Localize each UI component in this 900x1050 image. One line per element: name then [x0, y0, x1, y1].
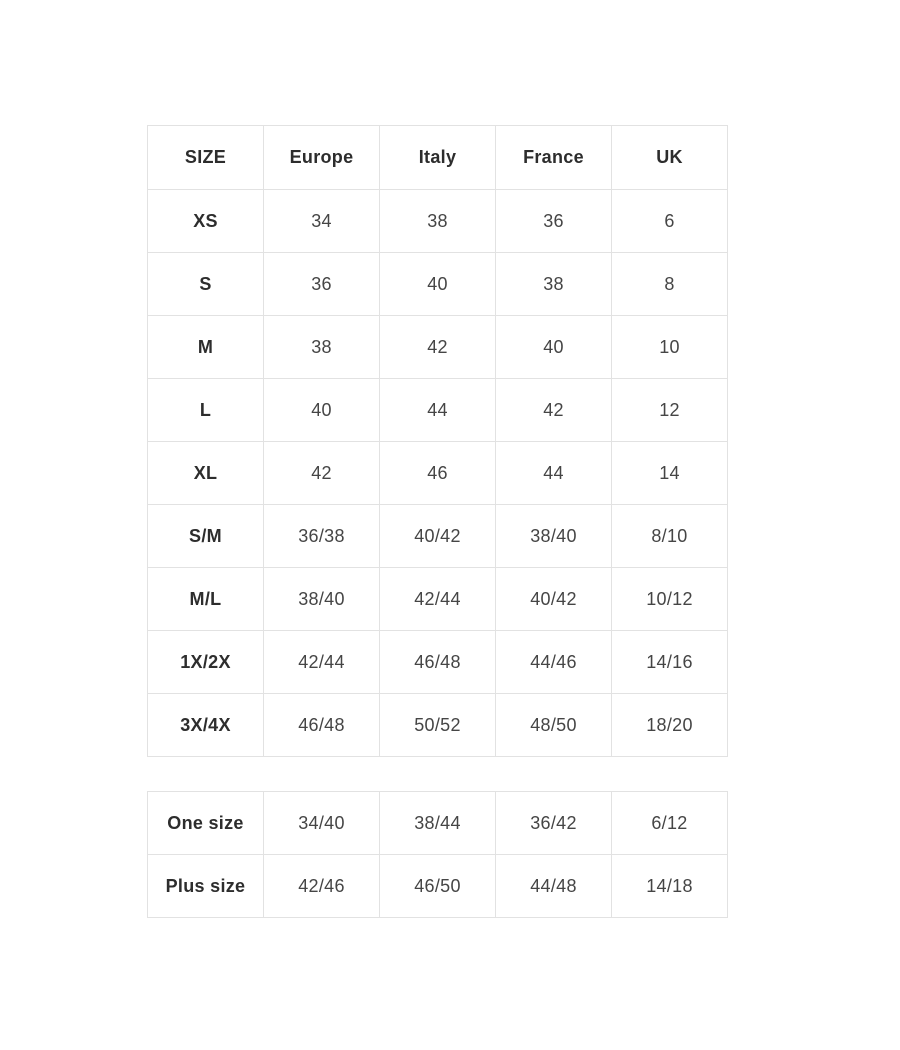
- value-cell: 40/42: [380, 505, 496, 568]
- size-label-cell: S/M: [148, 505, 264, 568]
- size-label-cell: 1X/2X: [148, 631, 264, 694]
- value-cell: 42: [496, 379, 612, 442]
- value-cell: 38: [264, 316, 380, 379]
- value-cell: 42: [380, 316, 496, 379]
- header-cell-size: SIZE: [148, 126, 264, 190]
- value-cell: 46/48: [380, 631, 496, 694]
- value-cell: 14/16: [612, 631, 728, 694]
- value-cell: 38/40: [496, 505, 612, 568]
- table-gap: [147, 757, 728, 791]
- size-row-one-size: [148, 792, 728, 855]
- value-cell: 8: [612, 253, 728, 316]
- size-row-xl: [148, 442, 728, 505]
- size-row-1x-2x: [148, 631, 728, 694]
- size-label-cell: M/L: [148, 568, 264, 631]
- value-cell: 18/20: [612, 694, 728, 757]
- header-cell-uk: UK: [612, 126, 728, 190]
- value-cell: 42/46: [264, 855, 380, 918]
- value-cell: 38: [380, 190, 496, 253]
- value-cell: 10/12: [612, 568, 728, 631]
- value-cell: 40: [496, 316, 612, 379]
- value-cell: 38/44: [380, 792, 496, 855]
- size-row-m: [148, 316, 728, 379]
- value-cell: 14/18: [612, 855, 728, 918]
- value-cell: 34: [264, 190, 380, 253]
- value-cell: 40: [264, 379, 380, 442]
- size-label-cell: S: [148, 253, 264, 316]
- value-cell: 46/48: [264, 694, 380, 757]
- value-cell: 8/10: [612, 505, 728, 568]
- size-row-xs: [148, 190, 728, 253]
- value-cell: 48/50: [496, 694, 612, 757]
- size-conversion-table: [147, 125, 728, 757]
- size-label-cell: XS: [148, 190, 264, 253]
- value-cell: 34/40: [264, 792, 380, 855]
- value-cell: 36: [264, 253, 380, 316]
- size-row-s: [148, 253, 728, 316]
- value-cell: 6/12: [612, 792, 728, 855]
- value-cell: 44/46: [496, 631, 612, 694]
- header-cell-italy: Italy: [380, 126, 496, 190]
- size-label-cell: M: [148, 316, 264, 379]
- value-cell: 10: [612, 316, 728, 379]
- value-cell: 6: [612, 190, 728, 253]
- size-guide: [147, 125, 728, 918]
- header-cell-france: France: [496, 126, 612, 190]
- value-cell: 38: [496, 253, 612, 316]
- value-cell: 42/44: [380, 568, 496, 631]
- size-row-m-l: [148, 568, 728, 631]
- value-cell: 14: [612, 442, 728, 505]
- value-cell: 40: [380, 253, 496, 316]
- size-label-cell: One size: [148, 792, 264, 855]
- value-cell: 40/42: [496, 568, 612, 631]
- size-label-cell: 3X/4X: [148, 694, 264, 757]
- size-row-l: [148, 379, 728, 442]
- size-row-3x-4x: [148, 694, 728, 757]
- value-cell: 36/42: [496, 792, 612, 855]
- size-label-cell: L: [148, 379, 264, 442]
- value-cell: 36: [496, 190, 612, 253]
- value-cell: 44: [380, 379, 496, 442]
- value-cell: 46/50: [380, 855, 496, 918]
- value-cell: 38/40: [264, 568, 380, 631]
- size-row-s-m: [148, 505, 728, 568]
- value-cell: 42/44: [264, 631, 380, 694]
- value-cell: 36/38: [264, 505, 380, 568]
- value-cell: 12: [612, 379, 728, 442]
- size-row-plus-size: [148, 855, 728, 918]
- value-cell: 42: [264, 442, 380, 505]
- special-sizes-table: [147, 791, 728, 918]
- header-cell-europe: Europe: [264, 126, 380, 190]
- size-label-cell: XL: [148, 442, 264, 505]
- value-cell: 44/48: [496, 855, 612, 918]
- header-row: [148, 126, 728, 190]
- value-cell: 44: [496, 442, 612, 505]
- value-cell: 46: [380, 442, 496, 505]
- value-cell: 50/52: [380, 694, 496, 757]
- size-label-cell: Plus size: [148, 855, 264, 918]
